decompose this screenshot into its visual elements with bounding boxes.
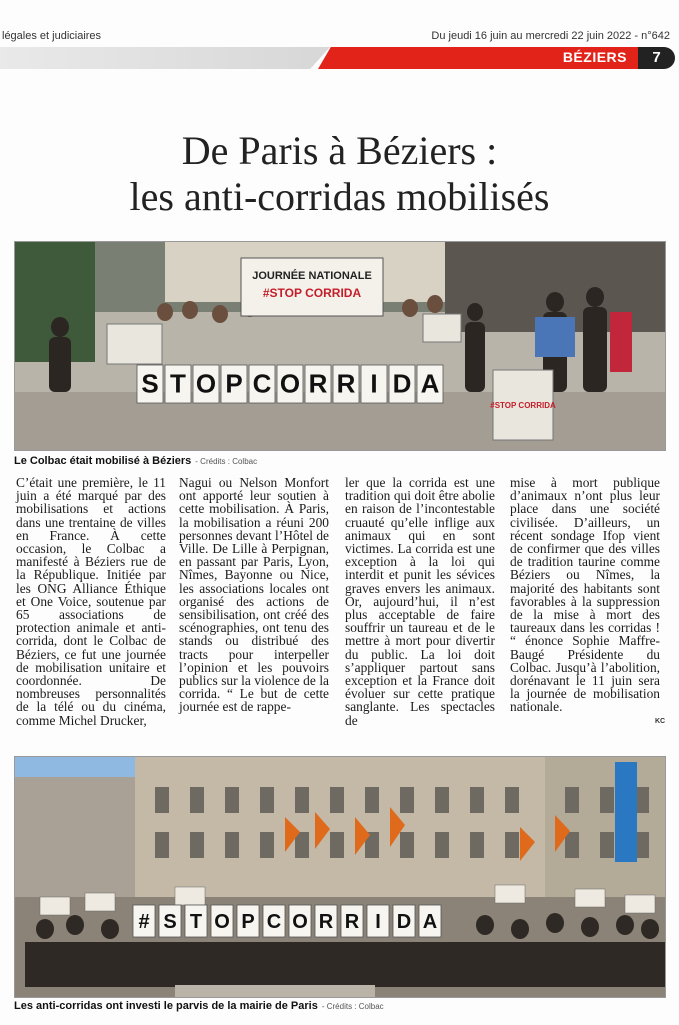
- letter-card-char: P: [225, 368, 243, 399]
- headline-line-2: les anti-corridas mobilisés: [129, 174, 550, 219]
- header-grey-band: [0, 47, 330, 69]
- rubric-label: légales et judiciaires: [2, 30, 102, 42]
- banner-line-2: #STOP CORRIDA: [262, 286, 362, 300]
- letter-card-char: R: [344, 911, 360, 934]
- beziers-photo-illustration: [15, 242, 665, 450]
- letter-card-char: T: [170, 368, 186, 399]
- letter-card-char: O: [214, 911, 230, 934]
- letter-card-char: D: [392, 368, 412, 399]
- paris-city-hall-photo: [14, 756, 666, 998]
- page-number: 7: [638, 47, 675, 69]
- letter-card-char: T: [189, 911, 203, 934]
- photo2-credit: - Crédits : Colbac: [321, 1002, 384, 1011]
- letter-card-char: O: [279, 368, 301, 399]
- letter-card-char: D: [396, 911, 412, 934]
- photo1-caption: [14, 455, 257, 467]
- section-name: BÉZIERS: [562, 49, 627, 65]
- letter-card-char: R: [308, 368, 328, 399]
- letter-card-char: S: [141, 368, 159, 399]
- letter-card-char: R: [318, 911, 334, 934]
- photo1-credit: - Crédits : Colbac: [195, 457, 258, 466]
- letter-card-char: C: [266, 911, 282, 934]
- article-column-1: C’était une première, le 11 juin a été marqué par des mobilisations et actions dans une trentaine de villes en France. À cette occasion, le Colbac a manifesté à Béziers rue de la République. Initiée par les ONG Alliance Éthique et One Voice, soutenue par 65 associations de protection animale et anti-corrida, dont le Colbac de Béziers, ce fut une journée de mobilisation unitaire et coordonnée. De nombreuses personnalités de la télé ou du cinéma, comme Michel Drucker,: [16, 475, 166, 728]
- letter-card-char: O: [195, 368, 217, 399]
- stop-corrida-letter-cards: [137, 365, 443, 403]
- letter-card-char: O: [292, 911, 308, 934]
- letter-card-char: A: [420, 368, 440, 399]
- letter-card-char: I: [375, 911, 381, 934]
- banner-line-1: JOURNÉE NATIONALE: [252, 270, 372, 282]
- beziers-demonstration-photo: [14, 241, 666, 451]
- letter-card-char: S: [163, 911, 177, 934]
- letter-card-char: R: [336, 368, 356, 399]
- letter-card-char: P: [241, 911, 255, 934]
- protest-sign-text: #STOP CORRIDA: [490, 401, 556, 410]
- photo2-caption-text: Les anti-corridas ont investi le parvis de la mairie de Paris: [14, 1000, 318, 1012]
- article-column-4: mise à mort publique d’animaux n’ont plus leur place dans une société civilisée. D’ailleurs, un récent sondage Ifop vient de confirmer que des villes de tradition taurine comme Béziers ou Nîmes, la majorité des habitants sont favorables à la suppression de la mise à mort des taureaux dans les corridas ! “ énonce Sophie Maffre-Baugé Présidente du Colbac. Jusqu’à l’abolition, dorénavant le 11 juin sera la journée de mobilisation nationale.: [510, 475, 660, 715]
- headline-line-1: De Paris à Béziers :: [181, 128, 498, 173]
- paris-photo-illustration: [15, 757, 665, 997]
- article-column-2: Nagui ou Nelson Monfort ont apporté leur soutien à cette mobilisation. À Paris, la mobilisation a réuni 200 personnes devant l’Hôtel de Ville. De Lille à Perpignan, en passant par Paris, Lyon, Nîmes, Bayonne ou Nice, les associations locales ont organisé des actions de sensibilisation, ont créé des scénographies, ont tenu des stands ou distribué des tracts pour interpeller l’opinion et les pouvoirs publics sur la violence de la corrida. “ Le but de cette journée est de rappe-: [179, 475, 329, 715]
- issue-dateline: Du jeudi 16 juin au mercredi 22 juin 2022 - n°642: [431, 30, 670, 42]
- article-column-3: ler que la corrida est une tradition qui doit être abolie en raison de l’incontestable cruauté qu’elle inflige aux animaux qui en sont victimes. La corrida est une exception à la loi qui interdit et punit les sévices graves envers les animaux. Or, aujourd’hui, il n’est plus acceptable de faire souffrir un taureau et de le mettre à mort pour divertir du public. La loi doit s’appliquer partout sans exception et la France doit évoluer sur cette pratique sanglante. Les spectacles de: [345, 475, 495, 728]
- letter-card-char: #: [138, 911, 150, 934]
- letter-card-char: C: [252, 368, 272, 399]
- article-headline: [0, 128, 679, 220]
- letter-card-char: I: [370, 368, 378, 399]
- page-header: [0, 0, 679, 80]
- author-initials: KC: [655, 718, 666, 725]
- letter-card-char: A: [422, 911, 438, 934]
- photo1-caption-text: Le Colbac était mobilisé à Béziers: [14, 455, 192, 467]
- photo2-caption: [14, 1000, 384, 1012]
